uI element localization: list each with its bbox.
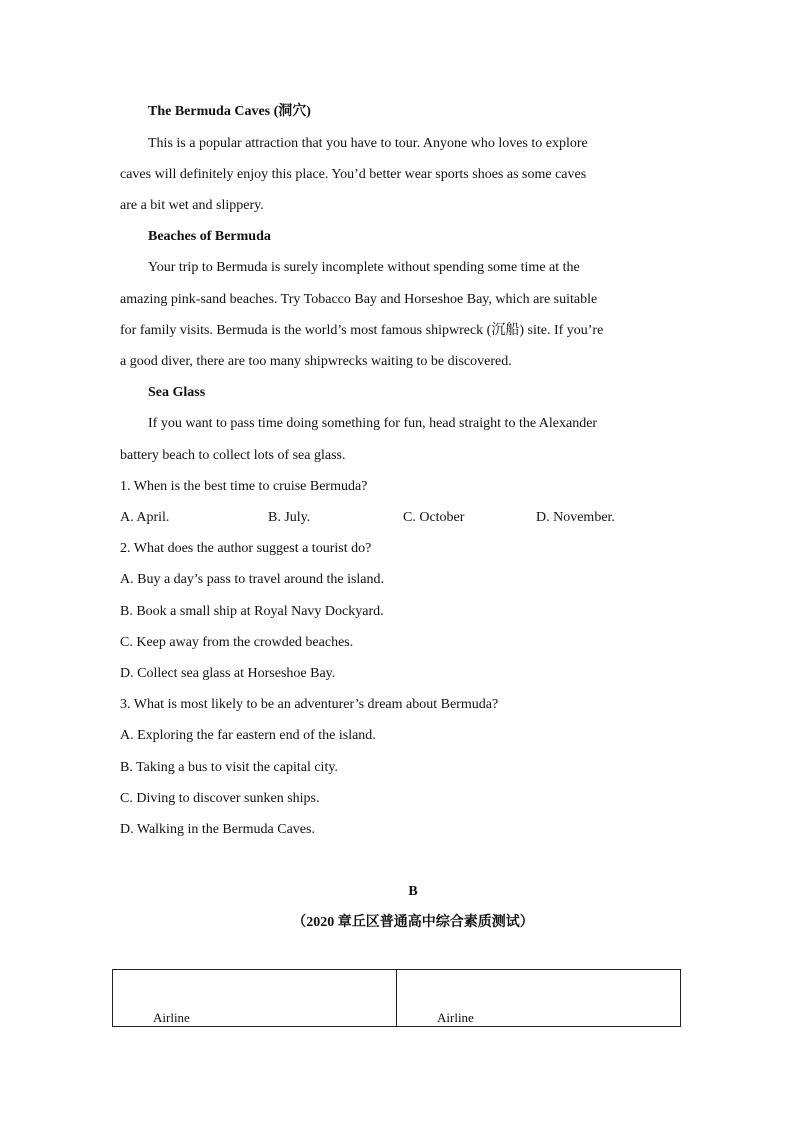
airline-table: [112, 969, 681, 1027]
paragraph-line: for family visits. Bermuda is the world’s most famous shipwreck (沉船) site. If you’re: [120, 323, 604, 338]
option-3b: B. Taking a bus to visit the capital city.: [120, 760, 338, 775]
heading-sea-glass: Sea Glass: [148, 385, 206, 400]
option-3a: A. Exploring the far eastern end of the island.: [120, 728, 376, 743]
table-cell-airline-1: [113, 970, 397, 1027]
part-b-letter: B: [408, 884, 418, 899]
paragraph-line: battery beach to collect lots of sea glass.: [120, 448, 346, 463]
paragraph-line: If you want to pass time doing something for fun, head straight to the Alexander: [148, 416, 598, 431]
paragraph-line: caves will definitely enjoy this place. You’d better wear sports shoes as some caves: [120, 167, 587, 182]
question-2: 2. What does the author suggest a tourist do?: [120, 541, 372, 556]
option-1b: B. July.: [268, 510, 311, 525]
option-2b: B. Book a small ship at Royal Navy Dockyard.: [120, 604, 384, 619]
option-2a: A. Buy a day’s pass to travel around the island.: [120, 572, 385, 587]
option-1a: A. April.: [120, 510, 170, 525]
question-3: 3. What is most likely to be an adventurer’s dream about Bermuda?: [120, 697, 499, 712]
option-2d: D. Collect sea glass at Horseshoe Bay.: [120, 666, 336, 681]
paragraph-line: are a bit wet and slippery.: [120, 198, 264, 213]
table-row: [113, 970, 681, 1027]
part-b-subtitle: （2020 章丘区普通高中综合素质测试）: [292, 915, 534, 930]
heading-beaches: Beaches of Bermuda: [148, 229, 271, 244]
table-cell-airline-2: [397, 970, 681, 1027]
paragraph-line: amazing pink-sand beaches. Try Tobacco Bay and Horseshoe Bay, which are suitable: [120, 292, 598, 307]
option-3c: C. Diving to discover sunken ships.: [120, 791, 320, 806]
option-3d: D. Walking in the Bermuda Caves.: [120, 822, 315, 837]
question-1: 1. When is the best time to cruise Bermuda?: [120, 479, 368, 494]
paragraph-line: Your trip to Bermuda is surely incomplete without spending some time at the: [148, 260, 580, 275]
option-1c: C. October: [403, 510, 465, 525]
paragraph-line: a good diver, there are too many shipwrecks waiting to be discovered.: [120, 354, 512, 369]
heading-bermuda-caves: The Bermuda Caves (洞穴): [148, 104, 311, 119]
option-2c: C. Keep away from the crowded beaches.: [120, 635, 354, 650]
table-cell-label: Airline: [153, 1010, 190, 1025]
paragraph-line: This is a popular attraction that you have to tour. Anyone who loves to explore: [148, 136, 588, 151]
table-cell-label: Airline: [437, 1010, 474, 1025]
option-1d: D. November.: [536, 510, 615, 525]
